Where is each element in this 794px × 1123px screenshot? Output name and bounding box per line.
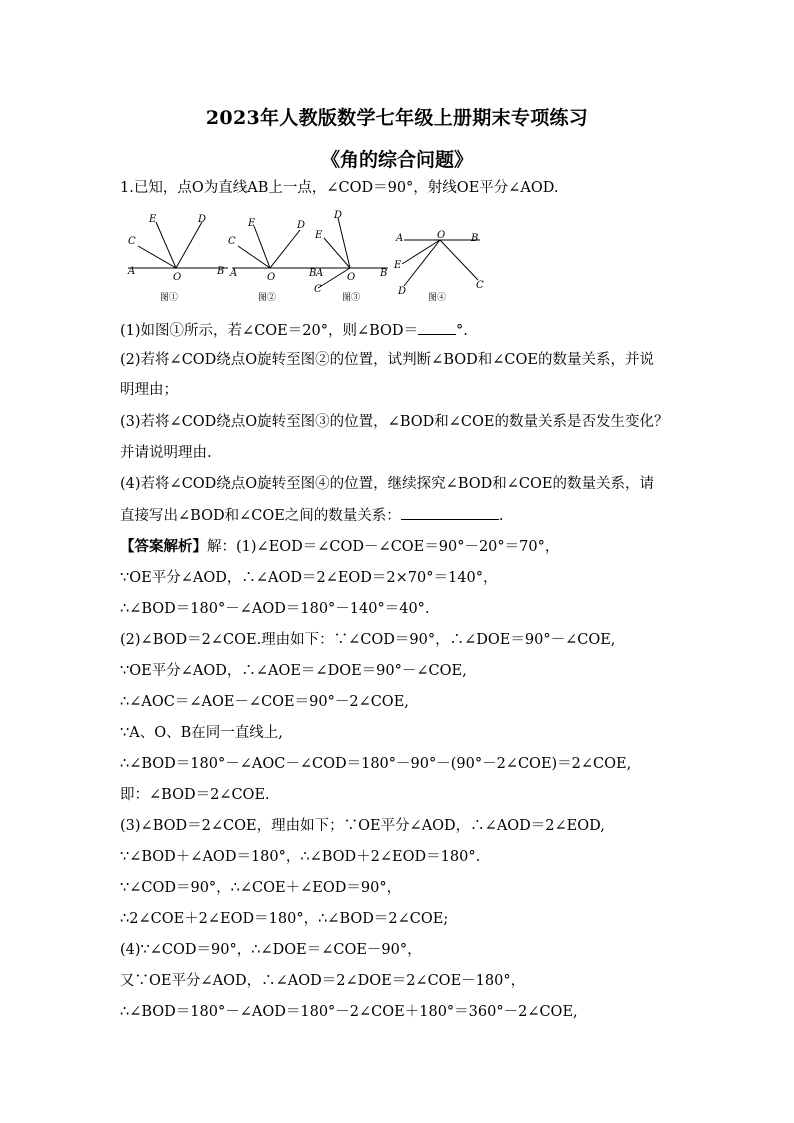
fig2-label-b: B bbox=[309, 268, 317, 279]
fig1-label-d: D bbox=[198, 214, 207, 225]
fig1-label-e: E bbox=[149, 214, 157, 225]
answer-line-11: ∵∠BOD＋∠AOD＝180°，∴∠BOD＋2∠EOD＝180°. bbox=[120, 849, 481, 865]
answer-line-9: 即：∠BOD＝2∠COE. bbox=[120, 787, 270, 803]
answer-blank-4 bbox=[401, 505, 499, 520]
fig1-label-o: O bbox=[173, 272, 182, 283]
question-4-text: 直接写出∠BOD和∠COE之间的数量关系： bbox=[120, 508, 401, 524]
fig2-label-o: O bbox=[267, 272, 276, 283]
fig3-label-o: O bbox=[347, 272, 356, 283]
question-3-line-1: (3)若将∠COD绕点O旋转至图③的位置，∠BOD和∠COE的数量关系是否发生变化？ bbox=[120, 414, 669, 430]
fig3-label-b: B bbox=[380, 268, 388, 279]
question-3-line-2: 并请说明理由. bbox=[120, 445, 212, 461]
fig3-label-d: D bbox=[334, 210, 343, 221]
angle-figures bbox=[118, 208, 498, 308]
answer-line-3: ∴∠BOD＝180°－∠AOD＝180°－140°＝40°. bbox=[120, 601, 430, 617]
fig4-label-e: E bbox=[394, 260, 402, 271]
answer-line-13: ∴2∠COE＋2∠EOD＝180°，∴∠BOD＝2∠COE; bbox=[120, 911, 449, 927]
fig1-caption: 图① bbox=[160, 293, 179, 303]
question-1 bbox=[120, 320, 468, 341]
answer-heading: 【答案解析】 bbox=[120, 538, 207, 555]
fig4-label-d: D bbox=[398, 286, 407, 297]
fig2-label-d: D bbox=[297, 220, 306, 231]
fig3-caption: 图③ bbox=[342, 293, 361, 303]
fig2-label-a: A bbox=[230, 268, 238, 279]
question-2-line-1: (2)若将∠COD绕点O旋转至图②的位置，试判断∠BOD和∠COE的数量关系，并说 bbox=[120, 352, 654, 368]
fig3-label-e: E bbox=[315, 230, 323, 241]
answer-line-4: (2)∠BOD＝2∠COE.理由如下：∵∠COD＝90°，∴∠DOE＝90°－∠COE, bbox=[120, 632, 616, 648]
fig4-label-a: A bbox=[396, 233, 404, 244]
fig4-label-c: C bbox=[476, 280, 484, 291]
answer-line-7: ∵A、O、B在同一直线上, bbox=[120, 725, 283, 741]
answer-line-2: ∵OE平分∠AOD，∴∠AOD＝2∠EOD＝2×70°＝140°， bbox=[120, 570, 498, 586]
fig1-label-b: B bbox=[217, 266, 225, 277]
answer-line-5: ∵OE平分∠AOD，∴∠AOE＝∠DOE＝90°－∠COE, bbox=[120, 663, 467, 679]
answer-line-8: ∴∠BOD＝180°－∠AOC－∠COD＝180°－90°－(90°－2∠COE)＝2∠COE, bbox=[120, 756, 632, 772]
fig4-label-b: B bbox=[471, 233, 479, 244]
fig2-label-c: C bbox=[228, 236, 236, 247]
question-4-end: . bbox=[498, 508, 504, 524]
fig4-label-o: O bbox=[437, 230, 446, 241]
answer-line-16: ∴∠BOD＝180°－∠AOD＝180°－2∠COE＋180°＝360°－2∠COE, bbox=[120, 1004, 578, 1020]
fig1-label-c: C bbox=[128, 236, 136, 247]
answer-line-14: (4)∵∠COD＝90°，∴∠DOE＝∠COE－90°， bbox=[120, 942, 422, 958]
fig3-label-a: A bbox=[316, 268, 324, 279]
answer-text-1: 解：(1)∠EOD＝∠COD－∠COE＝90°－20°＝70°， bbox=[207, 539, 560, 555]
answer-blank-1 bbox=[418, 320, 456, 335]
question-2-line-2: 明理由； bbox=[120, 382, 178, 398]
answer-line-6: ∴∠AOC＝∠AOE－∠COE＝90°－2∠COE, bbox=[120, 694, 409, 710]
fig1-label-a: A bbox=[128, 266, 136, 277]
answer-line-1 bbox=[120, 537, 559, 557]
document-title: 2023年人教版数学七年级上册期末专项练习 bbox=[205, 107, 589, 129]
question-1-unit: °. bbox=[456, 323, 468, 339]
document-subtitle: 《角的综合问题》 bbox=[320, 149, 473, 171]
answer-line-12: ∵∠COD＝90°，∴∠COE＋∠EOD＝90°， bbox=[120, 880, 402, 896]
answer-line-15: 又∵OE平分∠AOD，∴∠AOD＝2∠DOE＝2∠COE－180°， bbox=[120, 973, 526, 989]
fig4-caption: 图④ bbox=[428, 293, 447, 303]
fig3-label-c: C bbox=[314, 284, 322, 295]
question-4-line-2 bbox=[120, 505, 503, 526]
answer-line-10: (3)∠BOD＝2∠COE，理由如下；∵OE平分∠AOD，∴∠AOD＝2∠EOD, bbox=[120, 818, 605, 834]
question-1-text: (1)如图①所示，若∠COE＝20°，则∠BOD＝ bbox=[120, 323, 419, 339]
fig2-label-e: E bbox=[248, 218, 256, 229]
question-4-line-1: (4)若将∠COD绕点O旋转至图④的位置，继续探究∠BOD和∠COE的数量关系，请 bbox=[120, 476, 654, 492]
question-stem: 1.已知，点O为直线AB上一点，∠COD＝90°，射线OE平分∠AOD. bbox=[120, 180, 559, 196]
fig2-caption: 图② bbox=[258, 293, 277, 303]
